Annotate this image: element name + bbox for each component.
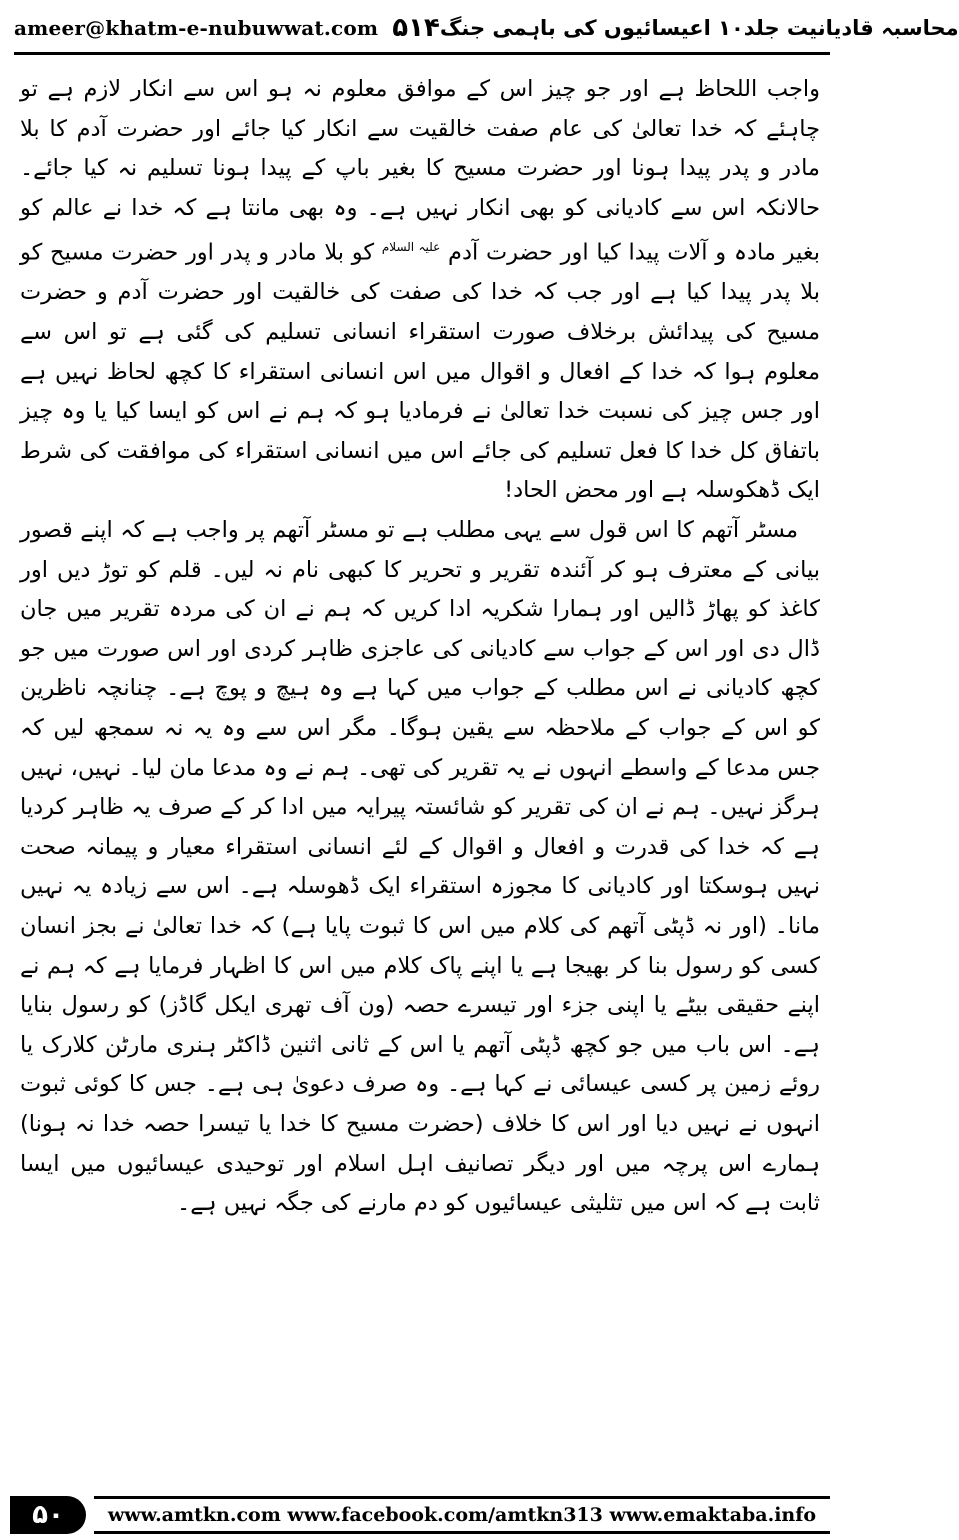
footer-links: www.amtkn.com www.facebook.com/amtkn313 www.emaktaba.info: [107, 1504, 817, 1526]
header-book-title: محاسبہ قادیانیت جلد۱۰ اعیسائیوں کی باہمی جنگ: [439, 16, 959, 40]
page-footer: [10, 1496, 830, 1534]
body-paragraph-1: [20, 70, 820, 511]
header-email: ameer@khatm-e-nubuwwat.com: [14, 16, 379, 40]
body-paragraph-2: مسٹر آتھم کا اس قول سے یہی مطلب ہے تو مسٹر آتھم پر واجب ہے کہ اپنے قصور بیانی کے معترف ہو کر آئندہ تقریر و تحریر کا کبھی نام نہ لیں۔ قلم کو توڑ دیں اور کاغذ کو پھاڑ ڈالیں اور ہمارا شکریہ ادا کریں کہ ہم نے ان کی مردہ تقریر میں جان ڈال دی اور اس کے جواب سے کادیانی کی عاجزی ظاہر کردی اور اس صورت میں جو کچھ کادیانی نے اس مطلب کے جواب میں کہا ہے وہ ہیچ و پوچ ہے۔ چنانچہ ناظرین کو اس کے جواب کے ملاحظہ سے یقین ہوگا۔ مگر اس سے وہ یہ نہ سمجھ لیں کہ جس مدعا کے واسطے انہوں نے یہ تقریر کی تھی۔ ہم نے وہ مدعا مان لیا۔ نہیں، نہیں ہرگز نہیں۔ ہم نے ان کی تقریر کو شائستہ پیرایہ میں ادا کر کے صرف یہ ظاہر کردیا ہے کہ خدا کی قدرت و افعال و اقوال کے لئے انسانی استقراء معیار و پیمانہ صحت نہیں ہوسکتا اور کادیانی کا مجوزہ استقراء ایک ڈھوسلہ ہے۔ اس سے زیادہ یہ نہیں مانا۔ (اور نہ ڈپٹی آتھم کی کلام میں اس کا ثبوت پایا ہے) کہ خدا تعالیٰ نے بجز انسان کسی کو رسول بنا کر بھیجا ہے یا اپنے پاک کلام میں اس کا اظہار فرمایا ہے کہ ہم نے اپنے حقیقی بیٹے یا اپنی جزء اور تیسرے حصہ (ون آف تھری ایکل گاڈز) کو رسول بنایا ہے۔ اس باب میں جو کچھ ڈپٹی آتھم یا اس کے ثانی اثنین ڈاکٹر ہنری مارٹن کلارک یا روئے زمین پر کسی عیسائی نے کہا ہے۔ وہ صرف دعویٰ ہی ہے۔ جس کا کوئی ثبوت انہوں نے نہیں دیا اور اس کا خلاف (حضرت مسیح کا خدا یا تیسرا حصہ خدا نہ ہونا) ہمارے اس پرچہ میں اور دیگر تصانیف اہل اسلام اور توحیدی عیسائیوں میں ایسا ثابت ہے کہ اس میں تثلیثی عیسائیوں کو دم مارنے کی جگہ نہیں ہے۔: [20, 517, 820, 1217]
honorific-glyph: علیہ السلام: [381, 240, 441, 255]
footer-bar: [94, 1496, 830, 1534]
header-left-group: [14, 13, 440, 43]
header-page-number: ۵۱۴: [392, 13, 440, 43]
page-header: [14, 8, 959, 48]
paragraph-1-text-a: واجب اللحاظ ہے اور جو چیز اس کے موافق معلوم نہ ہو اس سے انکار لازم ہے تو چاہئے کہ خدا تعالیٰ کی عام صفت خالقیت سے انکار کیا جائے اور حضرت آدم کا بلا مادر و پدر پیدا ہونا اور حضرت مسیح کا بغیر باپ کے پیدا ہونا تسلیم نہ کیا جائے۔ حالانکہ اس سے کادیانی کو بھی انکار نہیں ہے۔ وہ بھی مانتا ہے کہ خدا نے عالم کو بغیر مادہ و آلات پیدا کیا اور حضرت آدم: [20, 76, 820, 266]
paragraph-1-text-b: کو بلا مادر و پدر اور حضرت مسیح کو بلا پدر پیدا کیا ہے اور جب کہ خدا کی صفت کی خالقیت اور حضرت آدم و حضرت مسیح کی پیدائش برخلاف صورت استقراء انسانی تسلیم کی گئی ہے تو اس سے معلوم ہوا کہ خدا کے افعال و اقوال میں اس انسانی استقراء کا کچھ لحاظ نہیں ہے اور جس چیز کی نسبت خدا تعالیٰ نے فرمادیا ہو کہ ہم نے اس کو ایسا کیا یا وہ چیز باتفاق کل خدا کا فعل تسلیم کی جائے اس میں انسانی استقراء کی موافقت کی شرط ایک ڈھکوسلہ ہے اور محض الحاد!: [20, 239, 820, 504]
footer-page-badge: [10, 1496, 86, 1534]
page-body: [20, 70, 820, 1224]
footer-page-number: ۵۰: [32, 1500, 64, 1530]
header-divider: [14, 52, 830, 55]
